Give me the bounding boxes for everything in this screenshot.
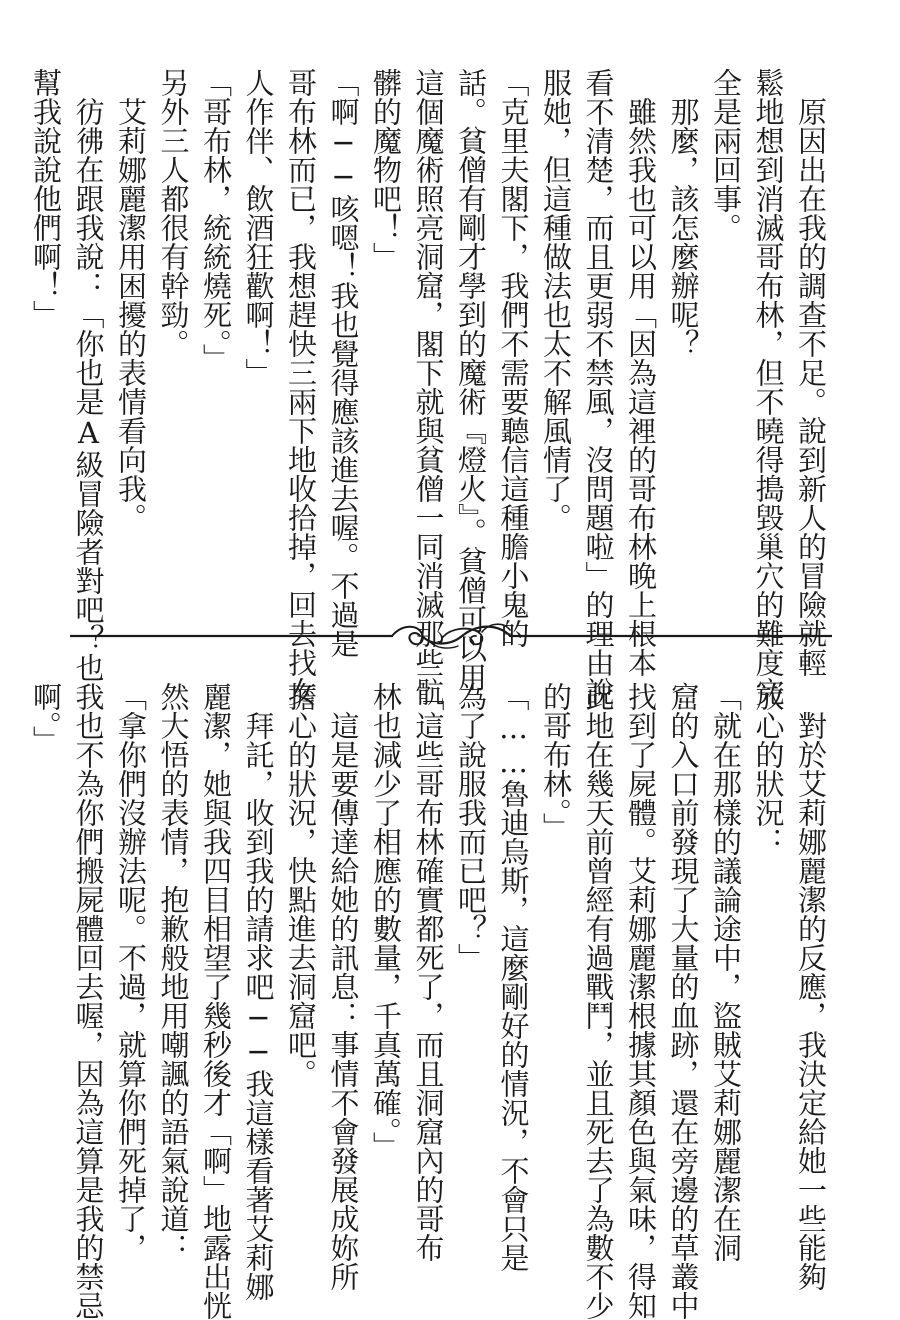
paragraph: 林也減少了相應的數量，千真萬確。」 <box>369 682 403 1161</box>
paragraph: 找到了屍體。艾莉娜麗潔根據其顏色與氣味，得知 <box>624 682 658 1320</box>
paragraph: 幫我說說他們啊！」 <box>29 68 63 329</box>
paragraph: 哥布林而已，我想趕快三兩下地收拾掉，回去找女 <box>284 68 318 706</box>
paragraph: 艾莉娜麗潔用困擾的表情看向我。 <box>114 97 148 532</box>
paragraph: 看不清楚，而且更弱不禁風，沒問題啦」的理由說 <box>581 68 616 706</box>
text-block-top <box>25 68 833 706</box>
flourish-ornament-icon <box>70 616 832 656</box>
paragraph: 的哥布林。」 <box>539 682 573 842</box>
paragraph: 為了說服我而已吧？」 <box>454 682 488 972</box>
paragraph: 對於艾莉娜麗潔的反應，我決定給她一些能夠 <box>794 711 828 1291</box>
paragraph: 彷彿在跟我說：「你也是A級冒險者對吧？也 <box>71 97 106 682</box>
paragraph: 另外三人都很有幹勁。 <box>156 68 191 358</box>
paragraph: 麗潔，她與我四目相望了幾秒後才「啊」地露出恍 <box>199 682 233 1320</box>
text-block-bottom <box>25 682 833 1320</box>
paragraph: 雖然我也可以用「因為這裡的哥布林晚上根本 <box>624 97 658 677</box>
paragraph: 人作伴、飲酒狂歡啊！」 <box>241 68 276 387</box>
paragraph: 擔心的狀況，快點進去洞窟吧。 <box>284 682 318 1088</box>
paragraph: 鬆地想到消滅哥布林，但不曉得搗毀巢穴的難度完 <box>751 68 786 706</box>
paragraph: 我也不為你們搬屍體回去喔，因為這算是我的禁忌 <box>71 682 106 1320</box>
paragraph: 「克里夫閣下，我們不需要聽信這種膽小鬼的 <box>496 68 531 648</box>
paragraph: 拜託，收到我的請求吧──我這樣看著艾莉娜 <box>241 711 276 1301</box>
paragraph: 然大悟的表情，抱歉般地用嘲諷的語氣說道： <box>156 682 191 1262</box>
paragraph: 這個魔術照亮洞窟，閣下就與貧僧一同消滅那些骯 <box>411 68 446 706</box>
paragraph: 「就在那樣的議論途中，盜賊艾莉娜麗潔在洞 <box>709 682 743 1262</box>
paragraph: 窟的入口前發現了大量的血跡，還在旁邊的草叢中 <box>666 682 701 1320</box>
paragraph: 全是兩回事。 <box>709 68 743 242</box>
paragraph: 原因出在我的調查不足。說到新人的冒險就輕 <box>794 97 828 677</box>
paragraph: 「……魯迪烏斯，這麼剛好的情況，不會只是 <box>496 682 531 1272</box>
paragraph: 此地在幾天前曾經有過戰鬥，並且死去了為數不少 <box>581 682 616 1320</box>
paragraph: 那麼，該怎麼辦呢？ <box>666 97 701 358</box>
section-divider <box>70 616 832 656</box>
paragraph: 放心的狀況： <box>751 682 786 856</box>
paragraph: 服她，但這種做法也太不解風情了。 <box>539 68 573 532</box>
paragraph: 話。貧僧有剛才學到的魔術『燈火』。貧僧可以用 <box>454 68 488 692</box>
paragraph: 啊。」 <box>29 682 63 755</box>
paragraph: 「拿你們沒辦法呢。不過，就算你們死掉了， <box>114 682 148 1262</box>
paragraph: 「哥布林，統統燒死。」 <box>199 68 233 373</box>
paragraph: 「啊──咳嗯！我也覺得應該進去喔。不過是 <box>326 68 361 658</box>
paragraph: 這是要傳達給她的訊息：事情不會發展成妳所 <box>326 711 361 1291</box>
paragraph: 髒的魔物吧！」 <box>369 68 403 271</box>
paragraph: 「這些哥布林確實都死了，而且洞窟內的哥布 <box>411 682 446 1262</box>
